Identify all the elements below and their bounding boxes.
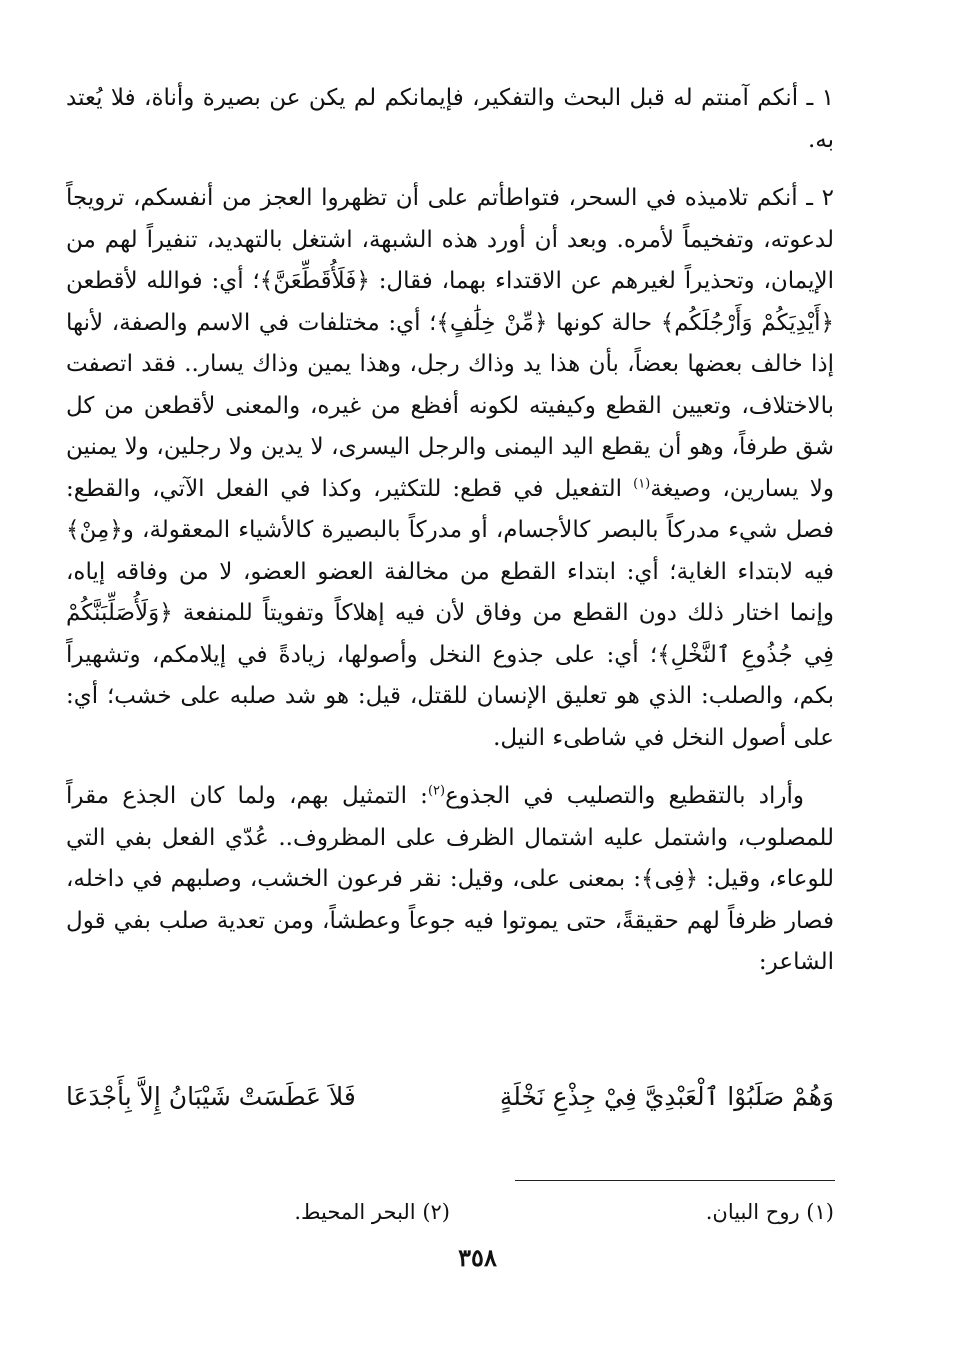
verse-second-hemistich: فَلاَ عَطَسَتْ شَيْبَانُ إِلاَّ بِأَجْدَعَا [66,1082,356,1111]
quran-quote-3: ﴿مِّنْ خِلَٰفٍ﴾ [436,309,548,336]
footnote-1: (١) روح البيان. [705,1200,834,1224]
verse-first-hemistich: وَهُمْ صَلَبُوْا ٱلْعَبْدِيَّ فِيْ جِذْعِ نَخْلَةٍ [499,1082,834,1111]
p3-text-a: وأراد بالتقطيع والتصليب في الجذوع [445,783,804,809]
poetry-verse [66,1077,834,1117]
footnote-2: (٢) البحر المحيط. [294,1200,450,1224]
body-text [66,78,834,1001]
p2-text-e: التفعيل في قطع: للتكثير، وكذا في الفعل الآتي، والقطع: فصل شيء مدركاً بالبصر كالأجسام، أو مدركاً بالبصيرة كالأشياء المعقولة، و [66,475,834,543]
paragraph-3 [66,776,834,984]
paragraph-2 [66,178,834,759]
p3-text-b: : التمثيل بهم، ولما كان الجذع مقراً للمصلوب، واشتمل عليه اشتمال الظرف على المظروف.. عُدّي الفعل بفي التي للوعاء، وقيل: [66,783,835,892]
p2-text-f: فيه لابتداء الغاية؛ أي: ابتداء القطع من مخالفة العضو العضو، لا من وفاقه إياه، وإنما اختار ذلك دون القطع من وفاق لأن فيه إهلاكاً وتفويتاً للمنفعة [66,558,834,626]
quran-quote-1: ﴿فَلَأُقَطِّعَنَّ﴾ [259,268,370,294]
footnote-ref-2: (٢) [427,783,446,799]
p3-text-c: : بمعنى على، وقيل: نقر فرعون الخشب، وصلبهم في داخله، فصار ظرفاً لهم حقيقةً، حتى يموتوا فيه جوعاً وعطشاً، ومن تعدية صلب بفي قول الشاعر: [66,866,834,975]
p2-text-b: ؛ أي: فوالله لأقطعن [66,268,260,294]
quran-quote-2: ﴿أَيْدِيَكُمْ وَأَرْجُلَكُم﴾ [660,309,835,336]
paragraph-1-text: ١ ـ أنكم آمنتم له قبل البحث والتفكير، فإيمانكم لم يكن عن بصيرة وأناة، فلا يُعتد به. [66,85,834,153]
footnotes [66,1197,834,1227]
footnote-divider [515,1180,835,1181]
p2-text-c: حالة كونها [556,309,653,336]
quran-quote-6: ﴿فِى﴾ [640,866,699,892]
footnote-ref-1: (١) [633,475,651,491]
quran-quote-4: ﴿مِنْ﴾ [66,517,123,543]
p2-text-a: ٢ ـ أنكم تلاميذه في السحر، فتواطأتم على أن تظهروا العجز من أنفسكم، ترويجاً لدعوته، وتفخيماً لأمره. وبعد أن أورد هذه الشبهة، اشتغل بالتهديد، تنفيراً لهم من الإيمان، وتحذيراً لغيرهم عن الاقتداء بهما، فقال: [66,185,834,294]
quran-quote-5: ﴿وَلَأُصَلِّبَنَّكُمْ فِي جُذُوعِ ٱلنَّخْلِ﴾ [66,600,835,668]
p2-text-g: ؛ أي: على جذوع النخل وأصولها، زيادةً في إيلامكم، وتشهيراً بكم، والصلب: الذي هو تعليق الإنسان للقتل، قيل: هو شد صلبه على خشب؛ أي: على أصول النخل في شاطىء النيل. [66,641,834,751]
p2-text-d: ؛ أي: مختلفات في الاسم والصفة، لأنها إذا خالف بعضها بعضاً، بأن هذا يد وذاك رجل، وهذا يمين وذاك يسار.. فقد اتصفت بالاختلاف، وتعيين القطع وكيفيته لكونه أفظع من غيره، والمعنى لأقطعن من كل شق طرفاً، وهو أن يقطع اليد اليمنى والرجل اليسرى، لا يدين ولا رجلين، ولا يمنين ولا يسارين، وصيغة [66,309,834,502]
paragraph-1 [66,78,834,161]
page-number: ٣٥٨ [458,1243,497,1272]
